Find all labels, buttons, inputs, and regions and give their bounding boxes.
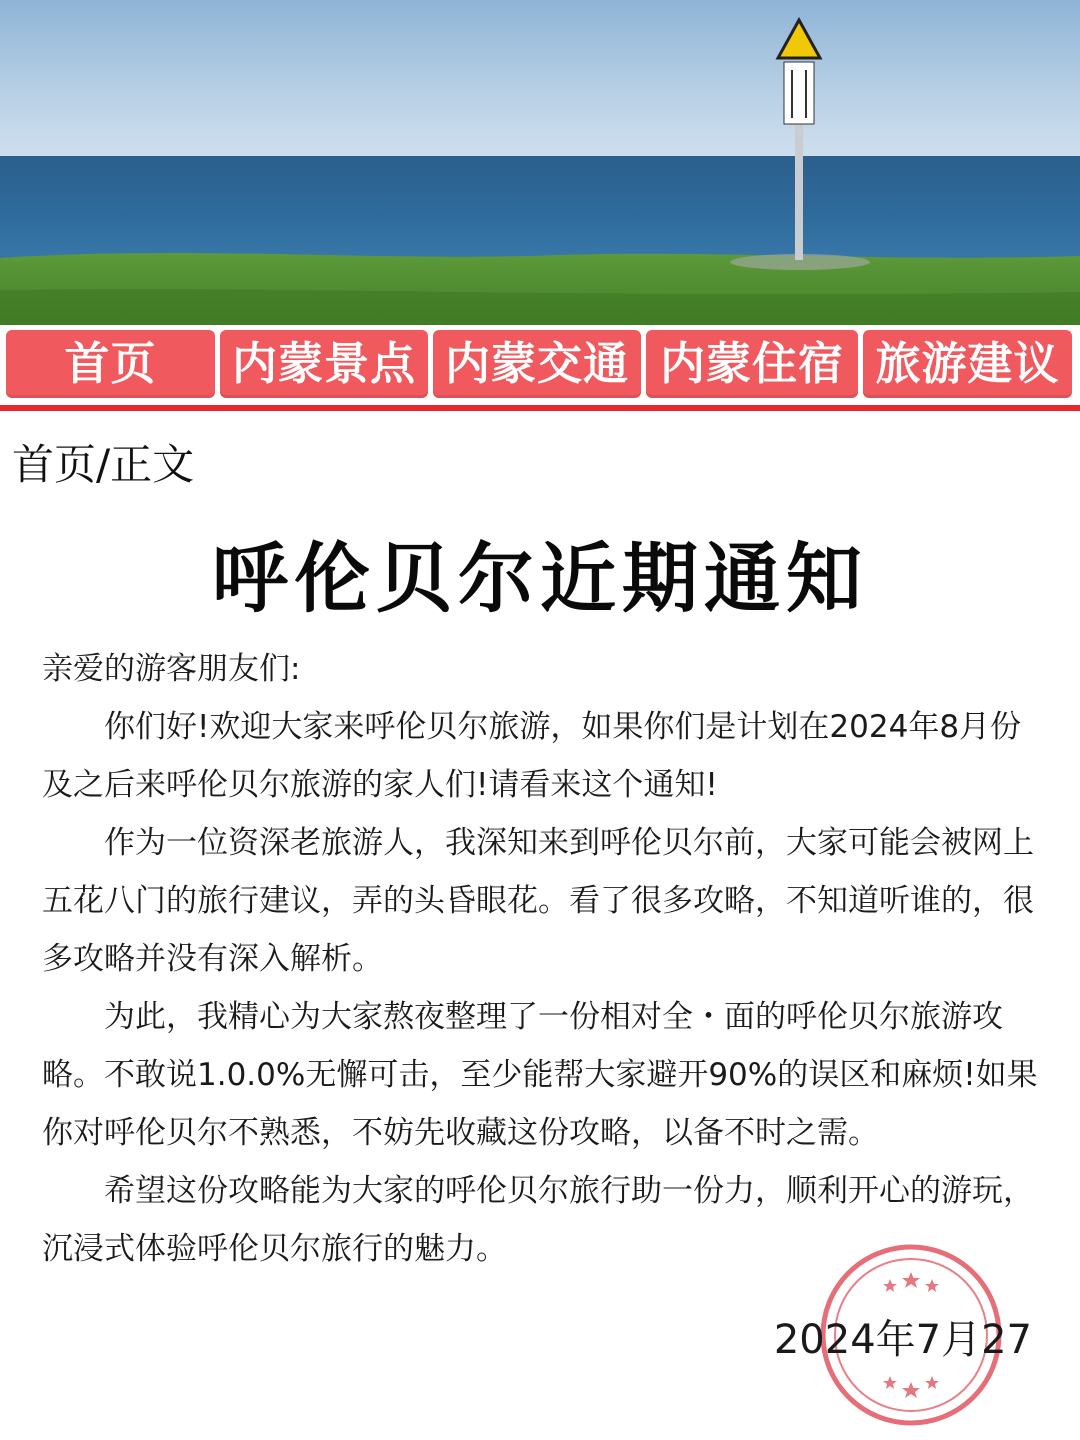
page-title: 呼伦贝尔近期通知: [212, 534, 868, 623]
nav-item-lodging[interactable]: 内蒙住宿: [646, 330, 858, 398]
article-paragraph: 你们好!欢迎大家来呼伦贝尔旅游，如果你们是计划在2024年8月份及之后来呼伦贝尔旅游的家人们!请看来这个通知!: [42, 709, 1022, 803]
nav-divider: [0, 405, 1080, 411]
article-body: [42, 640, 1047, 1278]
breadcrumb[interactable]: 首页/正文: [12, 440, 195, 489]
nav-item-home[interactable]: 首页: [6, 330, 215, 398]
article-paragraph: 作为一位资深老旅游人，我深知来到呼伦贝尔前，大家可能会被网上五花八门的旅行建议，弄的头昏眼花。看了很多攻略，不知道听谁的，很多攻略并没有深入解析。: [42, 825, 1034, 977]
nav-item-transport[interactable]: 内蒙交通: [433, 330, 641, 398]
lakeside-photo: [0, 0, 1080, 325]
nav-item-travel-tips[interactable]: 旅游建议: [863, 330, 1072, 398]
hero-landscape-image: [0, 0, 1080, 325]
top-nav: [0, 325, 1080, 405]
nav-item-attractions[interactable]: 内蒙景点: [220, 330, 428, 398]
article-paragraph: 为此，我精心为大家熬夜整理了一份相对全・面的呼伦贝尔旅游攻略。不敢说1.0.0%无懈可击，至少能帮大家避开90%的误区和麻烦!如果你对呼伦贝尔不熟悉，不妨先收藏这份攻略，以备不时之需。: [42, 999, 1038, 1151]
article-date: 2024年7月27: [773, 1317, 1032, 1363]
article-paragraph: 希望这份攻略能为大家的呼伦贝尔旅行助一份力，顺利开心的游玩，沉浸式体验呼伦贝尔旅行的魅力。: [42, 1173, 1034, 1267]
article-salutation: 亲爱的游客朋友们:: [42, 651, 301, 687]
